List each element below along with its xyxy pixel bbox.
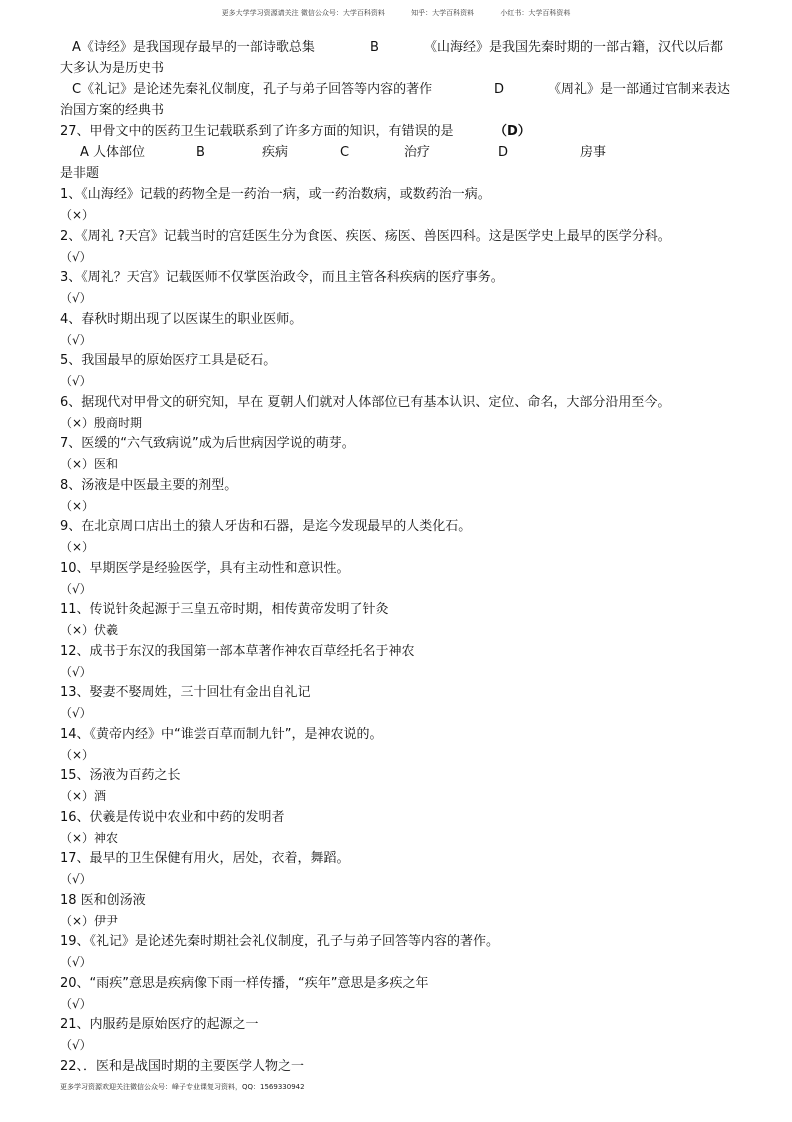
option-c: C《礼记》是论述先秦礼仪制度，孔子与弟子回答等内容的著作	[72, 82, 433, 97]
question-2: 2、《周礼 ?天宫》记载当时的宫廷医生分为食医、疾医、疡医、兽医四科。这是医学史上最早的医学分科。	[60, 228, 671, 244]
answer-18: （×）伊尹	[60, 913, 119, 928]
question-20: 20、“雨疾”意思是疾病像下雨一样传播，“疾年”意思是多疾之年	[60, 975, 429, 991]
answer-21: （√）	[60, 1038, 92, 1052]
answer-16: （×）神农	[60, 830, 119, 845]
answer-20: （√）	[60, 996, 92, 1011]
option-d-label: D	[494, 82, 505, 97]
section-title: 是非题	[60, 166, 100, 181]
q27-option-c: 治疗	[404, 145, 431, 160]
q27-option-d: 房事	[580, 145, 607, 160]
q27-option-a: A 人体部位	[80, 145, 146, 160]
option-a: A《诗经》是我国现存最早的一部诗歌总集	[72, 40, 315, 55]
question-5: 5、我国最早的原始医疗工具是砭石。	[60, 353, 277, 368]
option-b: 《山海经》是我国先秦时期的一部古籍，汉代以后都	[424, 40, 724, 55]
answer-13: （√）	[60, 706, 92, 720]
answer-8: （×）	[60, 498, 95, 513]
answer-4: （√）	[60, 332, 92, 347]
question-14: 14、《黄帝内经》中“谁尝百草而制九针”，是神农说的。	[60, 726, 383, 742]
answer-15: （×）酒	[60, 789, 107, 803]
page-header	[0, 8, 792, 18]
q27-option-b: 疾病	[262, 145, 289, 160]
question-7: 7、医缓的“六气致病说”成为后世病因学说的萌芽。	[60, 436, 355, 451]
header-left: 更多大学学习资源请关注 微信公众号：大学百科资料	[221, 9, 385, 17]
answer-10: （√）	[60, 581, 92, 596]
q27-option-b-label: B	[196, 145, 205, 160]
option-d-cont: 治国方案的经典书	[60, 103, 165, 118]
question-13: 13、娶妻不娶周姓，三十回壮有金出自礼记	[60, 685, 311, 700]
option-d: 《周礼》是一部通过官制来表达	[548, 82, 731, 97]
header-right: 小红书：大学百科资料	[500, 9, 571, 17]
question-22: 22、．医和是战国时期的主要医学人物之一	[60, 1058, 305, 1074]
option-b-label: B	[370, 40, 379, 55]
question-27: 27、甲骨文中的医药卫生记载联系到了许多方面的知识，有错误的是	[60, 124, 454, 139]
question-19: 19、《礼记》是论述先秦时期社会礼仪制度，孔子与弟子回答等内容的著作。	[60, 934, 500, 949]
question-18: 18 医和创汤液	[60, 892, 146, 908]
answer-9: （×）	[60, 540, 95, 554]
question-21: 21、内服药是原始医疗的起源之一	[60, 1017, 259, 1032]
question-12: 12、成书于东汉的我国第一部本草著作神农百草经托名于神农	[60, 643, 415, 659]
answer-19: （√）	[60, 955, 92, 969]
q27-option-d-label: D	[498, 145, 509, 160]
question-10: 10、早期医学是经验医学，具有主动性和意识性。	[60, 560, 350, 576]
question-4: 4、春秋时期出现了以医谋生的职业医师。	[60, 311, 303, 327]
answer-2: （√）	[60, 249, 92, 264]
question-9: 9、在北京周口店出土的猿人牙齿和石器，是迄今发现最早的人类化石。	[60, 519, 472, 534]
question-11: 11、传说针灸起源于三皇五帝时期，相传黄帝发明了针灸	[60, 602, 389, 617]
answer-6: （×）殷商时期	[60, 415, 143, 430]
answer-7: （×）医和	[60, 457, 119, 471]
question-15: 15、汤液为百药之长	[60, 768, 181, 783]
q27-option-c-label: C	[340, 145, 350, 160]
question-27-answer: （D）	[494, 124, 531, 139]
question-3: 3、《周礼？天宫》记载医师不仅掌医治政令，而且主管各科疾病的医疗事务。	[60, 270, 504, 285]
answer-5: （√）	[60, 374, 92, 388]
question-8: 8、汤液是中医最主要的剂型。	[60, 477, 238, 493]
question-17: 17、最早的卫生保健有用火，居处，衣着，舞蹈。	[60, 851, 350, 866]
question-1: 1、《山海经》记载的药物全是一药治一病，或一药治数病，或数药治一病。	[60, 187, 491, 202]
answer-11: （×）伏羲	[60, 623, 119, 637]
option-b-cont: 大多认为是历史书	[60, 61, 165, 76]
answer-17: （√）	[60, 872, 92, 886]
question-6: 6、据现代对甲骨文的研究知，早在 夏朝人们就对人体部位已有基本认识、定位、命名，大部分沿用至今。	[60, 394, 671, 410]
page-footer: 更多学习资源欢迎关注微信公众号：峰子专业课复习资料，QQ：1569330942	[60, 1083, 305, 1091]
answer-14: （×）	[60, 747, 95, 762]
answer-12: （√）	[60, 664, 92, 679]
answer-1: （×）	[60, 208, 95, 222]
question-16: 16、伏羲是传说中农业和中药的发明者	[60, 809, 285, 825]
answer-3: （√）	[60, 291, 92, 305]
header-middle: 知乎：大学百科资料	[411, 9, 475, 17]
